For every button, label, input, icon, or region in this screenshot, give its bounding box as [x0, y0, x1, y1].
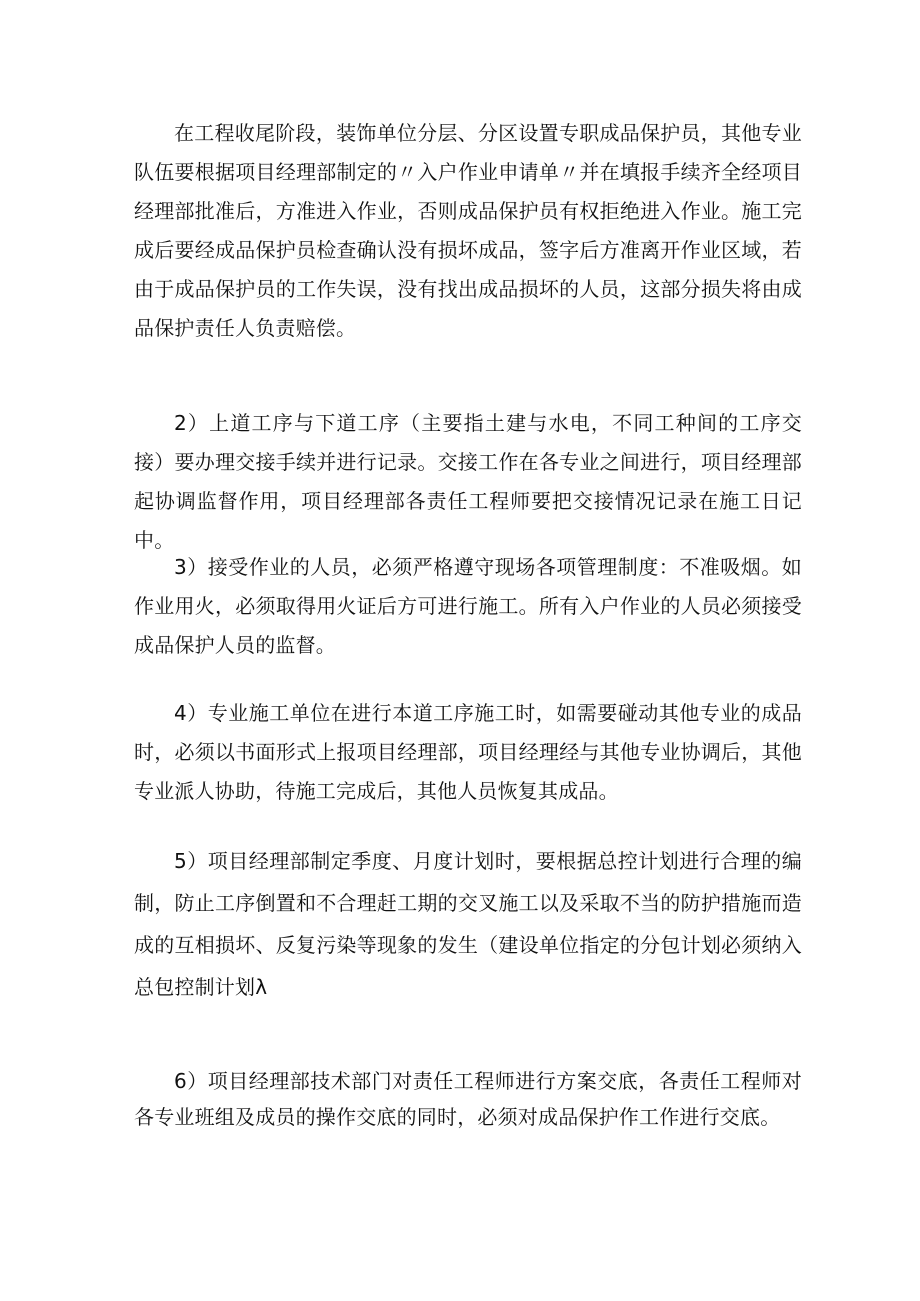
paragraph-item-2: 2）上道工序与下道工序（主要指土建与水电，不同工种间的工序交接）要办理交接手续并进行记录。交接工作在各专业之间进行，项目经理部起协调监督作用，项目经理部各责任工程师要把交接情况记录在施工日记中。: [134, 411, 802, 552]
paragraph-item-4: 4）专业施工单位在进行本道工序施工时，如需要碰动其他专业的成品时，必须以书面形式上报项目经理部，项目经理经与其他专业协调后，其他专业派人协助，待施工完成后，其他人员恢复其成品。: [134, 701, 802, 803]
paragraph-finishing-stage: 在工程收尾阶段，装饰单位分层、分区设置专职成品保护员，其他专业队伍要根据项目经理部制定的〃入户作业申请单〃并在填报手续齐全经项目经理部批准后，方准进入作业，否则成品保护员有权拒绝进入作业。施工完成后要经成品保护员检查确认没有损坏成品，签字后方准离开作业区域，若由于成品保护员的工作失误，没有找出成品损坏的人员，这部分损失将由成品保护责任人负责赔偿。: [134, 121, 802, 340]
paragraph-item-5: 5）项目经理部制定季度、月度计划时，要根据总控计划进行合理的编制，防止工序倒置和不合理赶工期的交叉施工以及采取不当的防护措施而造成的互相损坏、反复污染等现象的发生（建设单位指定的分包计划必须纳入总包控制计划λ: [134, 849, 802, 999]
paragraph-item-6: 6）项目经理部技术部门对责任工程师进行方案交底，各责任工程师对各专业班组及成员的操作交底的同时，必须对成品保护作工作进行交底。: [134, 1069, 802, 1129]
paragraph-item-3: 3）接受作业的人员，必须严格遵守现场各项管理制度：不准吸烟。如作业用火，必须取得用火证后方可进行施工。所有入户作业的人员必须接受成品保护人员的监督。: [134, 555, 802, 657]
